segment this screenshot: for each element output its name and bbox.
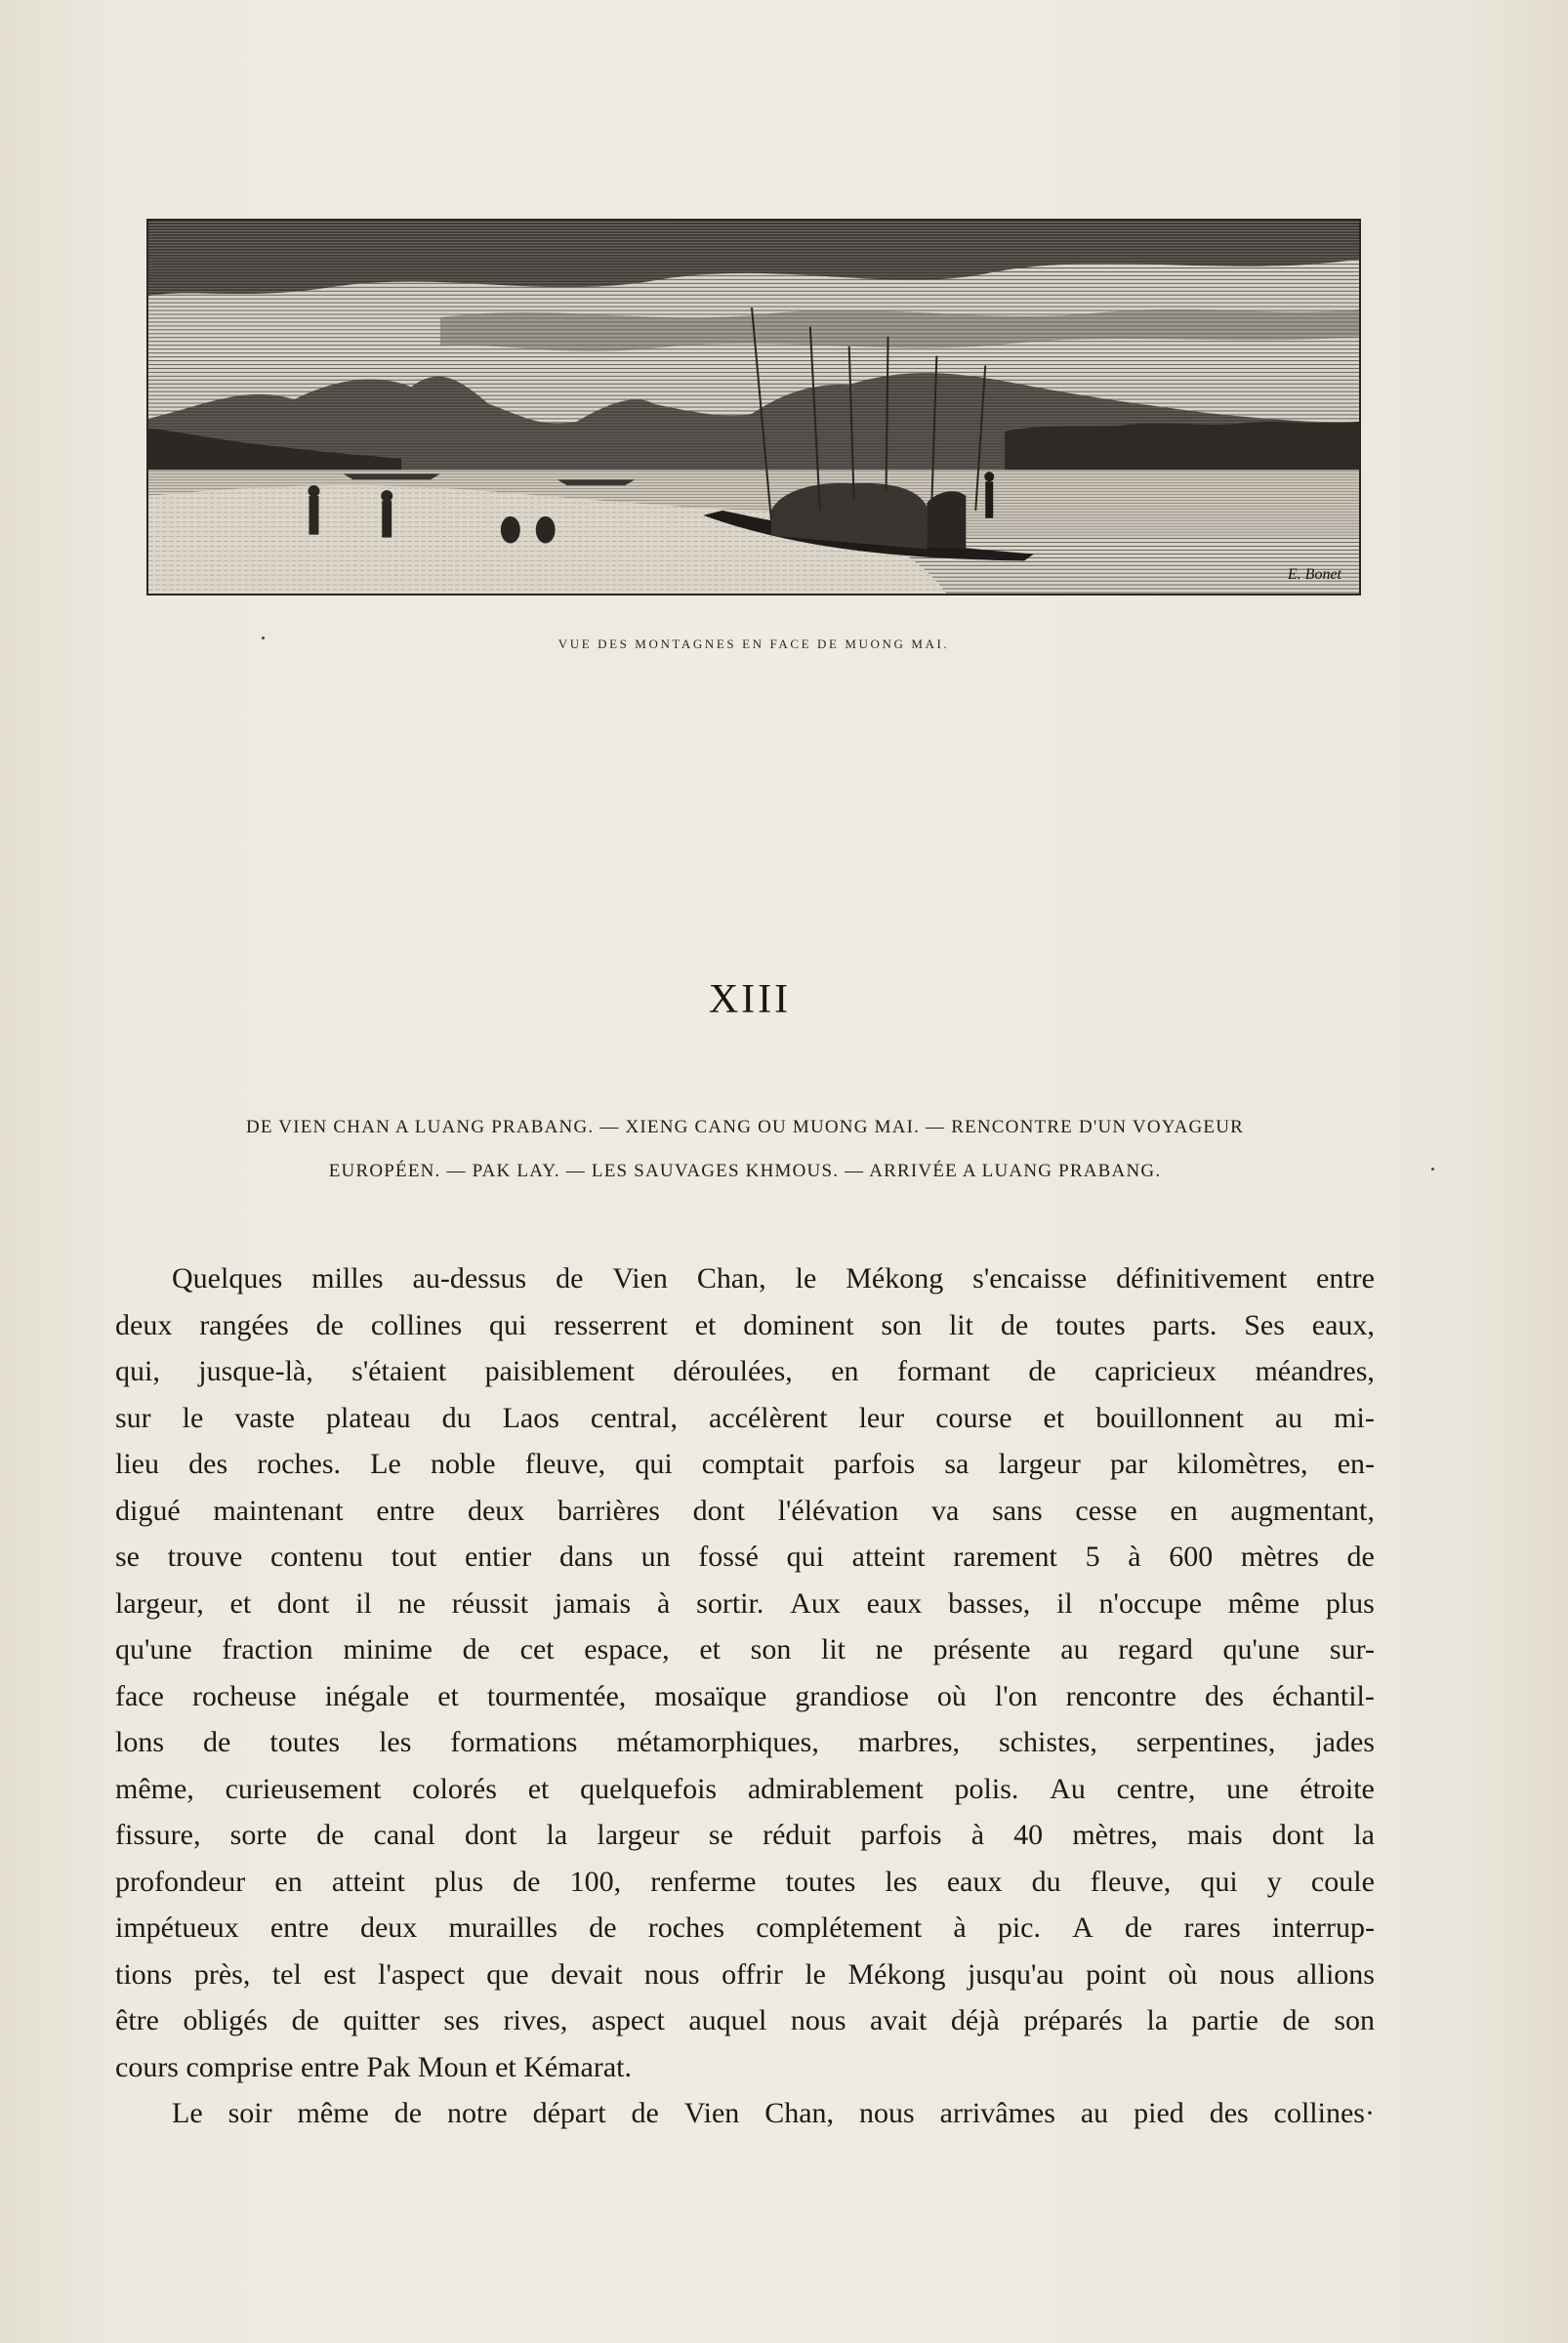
word: dont <box>465 1819 517 1851</box>
word: marbres, <box>857 1726 960 1758</box>
word: au <box>1274 1401 1303 1434</box>
word: l'on <box>994 1679 1038 1712</box>
word: Le <box>172 2097 203 2129</box>
word: toutes <box>785 1865 856 1898</box>
word: de <box>393 2097 423 2129</box>
word: atteint <box>851 1541 926 1573</box>
word: milles <box>311 1262 384 1295</box>
word: offrir <box>722 1957 783 1991</box>
word: est <box>323 1957 356 1991</box>
word: aspect <box>591 2004 665 2036</box>
word: et <box>437 1679 459 1712</box>
word: partie <box>1191 2004 1259 2036</box>
word: la <box>1353 1819 1375 1851</box>
word: réussit <box>451 1586 529 1620</box>
illustration-caption: VUE DES MONTAGNES EN FACE DE MUONG MAI. <box>557 637 950 651</box>
word: en <box>831 1355 859 1387</box>
word: profondeur <box>115 1865 246 1898</box>
word: barrières <box>557 1494 660 1527</box>
word: à <box>970 1819 985 1851</box>
paper-speck <box>262 637 265 639</box>
body-text <box>115 1255 1375 2137</box>
word: entre <box>269 1911 329 1944</box>
word: lit <box>948 1308 973 1341</box>
word: maintenant <box>213 1494 344 1527</box>
word: une <box>1226 1772 1269 1805</box>
word: mi- <box>1334 1401 1375 1434</box>
word: course <box>935 1401 1012 1434</box>
word: déroulées, <box>673 1355 793 1387</box>
word: et <box>699 1633 721 1665</box>
body-line <box>115 1905 1375 1952</box>
word: interrup- <box>1271 1911 1375 1944</box>
word: lieu <box>115 1448 159 1480</box>
word: métamorphiques, <box>616 1726 819 1758</box>
word: de <box>1125 1911 1153 1944</box>
word: Vien <box>683 2097 740 2129</box>
word: fleuve, <box>1090 1865 1172 1898</box>
word: sortir. <box>696 1586 764 1620</box>
word: du <box>441 1401 472 1434</box>
word: 5 <box>1085 1541 1100 1573</box>
word: mètres, <box>1072 1819 1158 1851</box>
word: nous <box>1218 1957 1275 1991</box>
word: Laos <box>502 1401 559 1434</box>
word: largeur <box>597 1819 680 1851</box>
word: des <box>1204 1679 1244 1712</box>
word: comptait <box>701 1448 805 1480</box>
word: regard <box>1118 1633 1193 1665</box>
word: toutes <box>1055 1308 1126 1341</box>
word: entier <box>464 1541 532 1573</box>
word: polis. <box>954 1772 1019 1805</box>
word: son <box>1334 2004 1375 2036</box>
word: qu'une <box>115 1633 192 1665</box>
word: Chan, <box>764 2097 835 2129</box>
word: auquel <box>688 2004 767 2036</box>
word: ne <box>397 1586 426 1620</box>
word: de <box>1346 1541 1375 1573</box>
word: son <box>750 1633 792 1665</box>
word: même <box>297 2097 369 2129</box>
word: de <box>556 1262 584 1295</box>
word: des <box>188 1448 228 1480</box>
word: inégale <box>324 1679 410 1712</box>
body-line <box>115 1395 1375 1442</box>
word: rocheuse <box>191 1679 297 1712</box>
word: à <box>1128 1541 1141 1573</box>
word: cet <box>519 1633 555 1665</box>
word: devait <box>551 1957 623 1991</box>
body-line <box>115 1812 1375 1859</box>
word: eaux <box>866 1586 923 1620</box>
word: le <box>182 1401 204 1434</box>
word: de <box>462 1633 490 1665</box>
word: Au <box>1050 1772 1086 1805</box>
word: sur- <box>1329 1633 1375 1665</box>
word: dominent <box>743 1308 854 1341</box>
word: de <box>316 1819 345 1851</box>
word: se <box>708 1819 733 1851</box>
word: minime <box>343 1633 433 1665</box>
word: au <box>1080 2097 1109 2129</box>
word: formations <box>450 1726 578 1758</box>
word: rencontre <box>1065 1679 1176 1712</box>
word: même, <box>115 1772 194 1805</box>
word: définitivement <box>1116 1262 1288 1295</box>
body-line: cours comprise entre Pak Moun et Kémarat. <box>115 2050 632 2083</box>
word: nous <box>643 1957 700 1991</box>
word: parfois <box>833 1448 916 1480</box>
word: à <box>953 1911 967 1944</box>
body-line <box>115 1534 1375 1581</box>
body-line <box>115 1441 1375 1488</box>
word: de <box>589 1911 617 1944</box>
word: entre <box>376 1494 435 1527</box>
body-line <box>115 1997 1375 2044</box>
word: accélèrent <box>709 1401 828 1434</box>
word: qui, <box>115 1355 160 1387</box>
word: central, <box>590 1401 679 1434</box>
word: A <box>1072 1911 1093 1944</box>
summary-line: DE VIEN CHAN A LUANG PRABANG. — XIENG CANG OU MUONG MAI. — RENCONTRE D'UN VOYAGEUR <box>245 1117 1245 1137</box>
word: deux <box>359 1911 418 1944</box>
word: au-dessus <box>412 1262 527 1295</box>
word: de <box>291 2004 319 2036</box>
word: bouillonnent <box>1095 1401 1244 1434</box>
word: 600 <box>1169 1541 1214 1573</box>
word: roches <box>647 1911 725 1944</box>
word: colorés <box>412 1772 497 1805</box>
word: renferme <box>650 1865 757 1898</box>
word: le <box>805 1957 826 1991</box>
word: dont <box>1271 1819 1325 1851</box>
word: centre, <box>1116 1772 1196 1805</box>
word: trouve <box>167 1541 243 1573</box>
body-line <box>115 1581 1375 1627</box>
word: s'étaient <box>351 1355 447 1387</box>
word: mètres <box>1240 1541 1319 1573</box>
word: départ <box>532 2097 606 2129</box>
word: schistes, <box>999 1726 1097 1758</box>
word: capricieux <box>1094 1355 1217 1387</box>
chapter-summary <box>115 1105 1375 1193</box>
word: sorte <box>229 1819 287 1851</box>
word: qu'une <box>1222 1633 1300 1665</box>
word: cesse <box>1075 1494 1137 1527</box>
word: dont <box>276 1586 330 1620</box>
word: en <box>274 1865 303 1898</box>
word: impétueux <box>115 1911 239 1944</box>
word: digué <box>115 1494 181 1527</box>
word: du <box>1031 1865 1061 1898</box>
word: Chan, <box>696 1262 766 1295</box>
word: lons <box>115 1726 165 1758</box>
word: qui <box>635 1448 673 1480</box>
word: sur <box>115 1401 151 1434</box>
word: augmentant, <box>1230 1494 1375 1527</box>
word: deux <box>467 1494 525 1527</box>
word: largeur <box>998 1448 1081 1480</box>
word: des <box>1209 2097 1249 2129</box>
word: mosaïque <box>654 1679 767 1712</box>
word: coule <box>1310 1865 1375 1898</box>
word: deux <box>115 1308 173 1341</box>
word: et <box>229 1586 252 1620</box>
word: qui <box>489 1308 527 1341</box>
word: en <box>1170 1494 1198 1527</box>
word: fossé <box>698 1541 759 1573</box>
word: dans <box>558 1541 613 1573</box>
paper-speck <box>1431 1168 1434 1171</box>
word: murailles <box>448 1911 558 1944</box>
word: admirablement <box>747 1772 924 1805</box>
word: rares <box>1183 1911 1241 1944</box>
word: notre <box>447 2097 508 2129</box>
word: de <box>1000 1308 1029 1341</box>
word: nous <box>790 2004 846 2036</box>
word: de <box>203 1726 231 1758</box>
word: quelquefois <box>580 1772 718 1805</box>
word: et <box>1043 1401 1065 1434</box>
word: collines <box>370 1308 463 1341</box>
word: Vien <box>612 1262 668 1295</box>
word: atteint <box>331 1865 405 1898</box>
word: collines· <box>1273 2097 1375 2129</box>
body-line <box>115 1766 1375 1813</box>
body-line <box>115 1348 1375 1395</box>
word: méandres, <box>1255 1355 1375 1387</box>
word: resserrent <box>554 1308 668 1341</box>
word: et <box>527 1772 550 1805</box>
word: vaste <box>234 1401 295 1434</box>
word: largeur, <box>115 1586 204 1620</box>
word: jusque-là, <box>198 1355 313 1387</box>
word: pic. <box>997 1911 1041 1944</box>
word: l'élévation <box>777 1494 899 1527</box>
word: entre <box>1316 1262 1375 1295</box>
word: les <box>379 1726 412 1758</box>
word: Ses <box>1244 1308 1285 1341</box>
word: il <box>355 1586 372 1620</box>
word: fissure, <box>115 1819 201 1851</box>
word: Mékong <box>846 1262 944 1295</box>
word: préparés <box>1023 2004 1123 2036</box>
word: y <box>1266 1865 1282 1898</box>
body-line <box>115 1255 1375 1302</box>
word: l'aspect <box>378 1957 465 1991</box>
word: va <box>931 1494 960 1527</box>
word: tout <box>391 1541 437 1573</box>
word: point <box>1086 1957 1146 1991</box>
word: que <box>486 1957 529 1991</box>
word: être <box>115 2004 159 2036</box>
word: lit <box>821 1633 846 1665</box>
word: qui <box>1200 1865 1238 1898</box>
word: dont <box>692 1494 745 1527</box>
word: sans <box>992 1494 1043 1527</box>
word: qui <box>786 1541 824 1573</box>
word: le <box>795 1262 817 1295</box>
word: roches. <box>257 1448 342 1480</box>
word: échantil- <box>1271 1679 1375 1712</box>
word: arrivâmes <box>939 2097 1055 2129</box>
word: de <box>513 1865 541 1898</box>
word: eaux, <box>1311 1308 1375 1341</box>
word: rives, <box>503 2004 568 2036</box>
word: il <box>1056 1586 1073 1620</box>
word: présente <box>932 1633 1031 1665</box>
word: parts. <box>1152 1308 1217 1341</box>
body-line <box>115 1488 1375 1535</box>
word: 40 <box>1013 1819 1044 1851</box>
word: où <box>1168 1957 1198 1991</box>
body-line <box>115 1302 1375 1349</box>
word: Le <box>370 1448 401 1480</box>
word: tions <box>115 1957 173 1991</box>
word: de <box>315 1308 344 1341</box>
chapter-number: XIII <box>708 977 792 1022</box>
word: noble <box>430 1448 496 1480</box>
word: jusqu'au <box>967 1957 1064 1991</box>
word: sa <box>944 1448 970 1480</box>
body-line <box>115 1673 1375 1720</box>
word: serpentines, <box>1135 1726 1276 1758</box>
word: kilomètres, <box>1176 1448 1308 1480</box>
body-line <box>115 2090 1375 2137</box>
word: rarement <box>953 1541 1057 1573</box>
word: se <box>115 1541 140 1573</box>
word: en- <box>1337 1448 1375 1480</box>
word: la <box>546 1819 568 1851</box>
word: grandiose <box>795 1679 909 1712</box>
word: soir <box>227 2097 272 2129</box>
word: mais <box>1186 1819 1243 1851</box>
word: eaux <box>946 1865 1003 1898</box>
word: par <box>1109 1448 1148 1480</box>
word: avait <box>870 2004 928 2036</box>
word: plus <box>1325 1586 1375 1620</box>
word: et <box>694 1308 717 1341</box>
word: un <box>640 1541 671 1573</box>
word: fleuve, <box>524 1448 606 1480</box>
word: même <box>1227 1586 1300 1620</box>
word: déjà <box>950 2004 1000 2036</box>
word: 100, <box>569 1865 622 1898</box>
word: paisiblement <box>484 1355 635 1387</box>
word: canal <box>373 1819 435 1851</box>
engraving-illustration <box>146 219 1361 596</box>
word: face <box>115 1679 164 1712</box>
landscape-engraving-image <box>148 221 1359 594</box>
word: tourmentée, <box>486 1679 627 1712</box>
word: complétement <box>756 1911 923 1944</box>
word: espace, <box>584 1633 670 1665</box>
word: de <box>1028 1355 1056 1387</box>
word: obligés <box>183 2004 268 2036</box>
word: près, <box>193 1957 251 1991</box>
word: Mékong <box>847 1957 946 1991</box>
word: rangées <box>199 1308 289 1341</box>
word: jades <box>1314 1726 1375 1758</box>
word: leur <box>858 1401 905 1434</box>
word: contenu <box>269 1541 363 1573</box>
word: de <box>631 2097 659 2129</box>
word: toutes <box>269 1726 341 1758</box>
word: quitter <box>343 2004 420 2036</box>
word: à <box>657 1586 671 1620</box>
word: étroite <box>1300 1772 1375 1805</box>
word: plateau <box>325 1401 411 1434</box>
word: ne <box>875 1633 903 1665</box>
word: curieusement <box>225 1772 382 1805</box>
word: Quelques <box>172 1262 283 1295</box>
word: allions <box>1296 1957 1375 1991</box>
word: au <box>1060 1633 1089 1665</box>
summary-line: EUROPÉEN. — PAK LAY. — LES SAUVAGES KHMOUS. — ARRIVÉE A LUANG PRABANG. <box>328 1161 1162 1181</box>
body-line <box>115 1952 1375 1998</box>
word: la <box>1146 2004 1169 2036</box>
word: de <box>1282 2004 1310 2036</box>
word: jamais <box>554 1586 632 1620</box>
word: parfois <box>860 1819 942 1851</box>
word: fraction <box>222 1633 313 1665</box>
word: tel <box>271 1957 302 1991</box>
body-line <box>115 1719 1375 1766</box>
body-line <box>115 1859 1375 1906</box>
word: nous <box>859 2097 915 2129</box>
word: où <box>936 1679 967 1712</box>
word: plus <box>433 1865 483 1898</box>
word: n'occupe <box>1098 1586 1202 1620</box>
word: pied <box>1134 2097 1184 2129</box>
word: formant <box>896 1355 990 1387</box>
word: s'encaisse <box>972 1262 1088 1295</box>
word: réduit <box>763 1819 832 1851</box>
word: basses, <box>948 1586 1031 1620</box>
word: les <box>885 1865 918 1898</box>
engraver-signature: E. Bonet <box>1287 566 1341 583</box>
body-line <box>115 1626 1375 1673</box>
word: Aux <box>790 1586 841 1620</box>
word: son <box>881 1308 923 1341</box>
word: ses <box>443 2004 480 2036</box>
